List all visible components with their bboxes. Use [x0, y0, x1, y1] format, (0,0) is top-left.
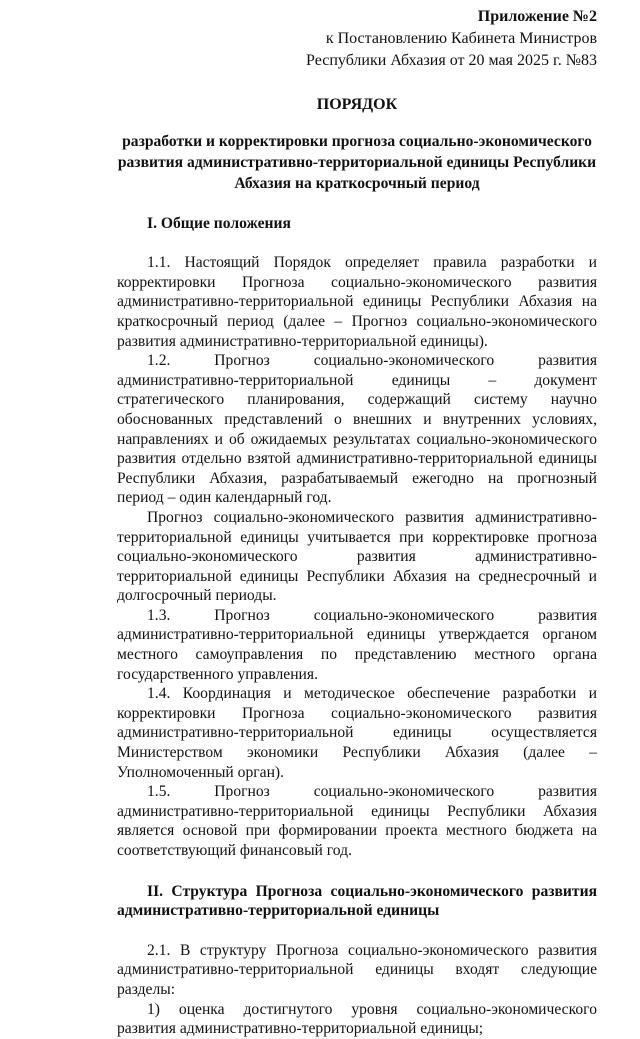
paragraph: 1) оценка достигнутого уровня социально-экономического развития административно-территориальной единицы; — [117, 1000, 597, 1038]
section-2-heading: II. Структура Прогноза социально-экономического развития административно-территориальной единицы — [117, 882, 597, 920]
paragraph: 1.1. Настоящий Порядок определяет правила разработки и корректировки Прогноза социально-экономического развития административно-территориальной единицы Республики Абхазия на краткосрочный период (далее – Прогноз социально-экономического развития административно-территориальной единицы). — [117, 254, 597, 350]
document-subtitle: разработки и корректировки прогноза социально-экономического развития административно-территориальной единицы Республики Абхазия на краткосрочный период — [117, 132, 597, 192]
document-title: ПОРЯДОК — [316, 96, 398, 113]
appendix-header — [117, 6, 597, 72]
section-2-body — [117, 941, 597, 1039]
section-1-heading: I. Общие положения — [147, 214, 291, 232]
appendix-line-1: к Постановлению Кабинета Министров — [325, 30, 597, 47]
paragraph: 1.3. Прогноз социально-экономического развития административно-территориальной единицы утверждается органом местного самоуправления по представлению местного органа государственного управления. — [117, 606, 597, 683]
section-1-body — [117, 253, 597, 860]
document-page — [117, 0, 597, 1039]
paragraph: 2.1. В структуру Прогноза социально-экономического развития административно-территориальной единицы входят следующие разделы: — [117, 941, 597, 998]
appendix-line-2: Республики Абхазия от 20 мая 2025 г. №83 — [306, 52, 597, 69]
paragraph: Прогноз социально-экономического развития административно-территориальной единицы учитывается при корректировке прогноза социально-экономического развития административно-территориальной единицы Республики Абхазия на среднесрочный и долгосрочный периоды. — [117, 508, 597, 605]
paragraph: 1.4. Координация и методическое обеспечение разработки и корректировки Прогноза социально-экономического развития административно-территориальной единицы осуществляется Министерством экономики Республики Абхазия (далее – Уполномоченный орган). — [117, 685, 597, 781]
appendix-number: Приложение №2 — [477, 8, 597, 25]
paragraph: 1.5. Прогноз социально-экономического развития административно-территориальной единицы Республики Абхазия является основой при формировании проекта местного бюджета на соответствующий финансовый год. — [117, 783, 597, 859]
paragraph: 1.2. Прогноз социально-экономического развития административно-территориальной единицы – документ стратегического планирования, содержащий систему научно обоснованных представлений о внешних и внутренних условиях, направлениях и об ожидаемых результатах социально-экономического развития отдельно взятой административно-территориальной единицы Республики Абхазия, разрабатываемый ежегодно на прогнозный период – один календарный год. — [117, 352, 597, 507]
